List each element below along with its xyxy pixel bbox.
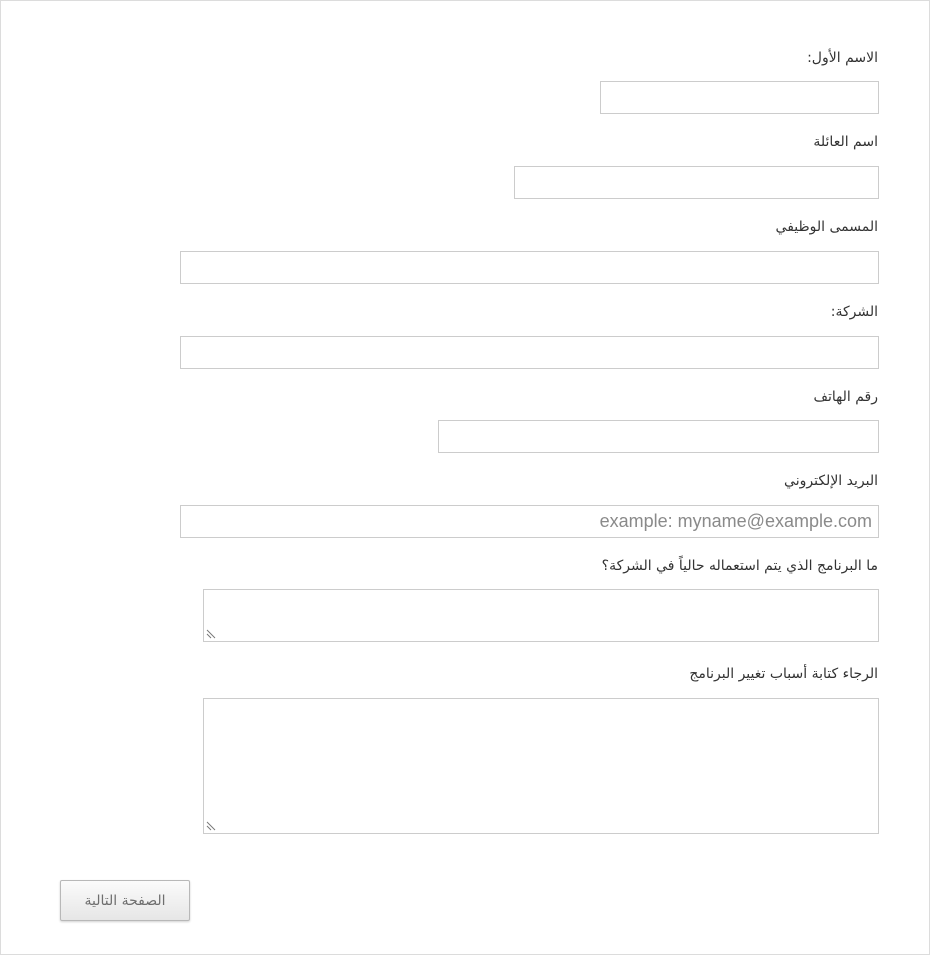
company-label: الشركة: (830, 304, 878, 320)
current-software-textarea[interactable] (203, 589, 879, 642)
phone-input[interactable] (438, 420, 879, 453)
resize-grip-icon[interactable] (206, 821, 216, 831)
email-label: البريد الإلكتروني (784, 473, 878, 489)
job-title-label: المسمى الوظيفي (775, 219, 878, 235)
change-reasons-label: الرجاء كتابة أسباب تغيير البرنامج (689, 666, 878, 682)
change-reasons-textarea[interactable] (203, 698, 879, 834)
last-name-label: اسم العائلة (813, 134, 878, 150)
job-title-input[interactable] (180, 251, 879, 284)
current-software-label: ما البرنامج الذي يتم استعماله حالياً في الشركة؟ (601, 558, 878, 574)
next-page-button[interactable]: الصفحة التالية (60, 880, 190, 921)
first-name-input[interactable] (600, 81, 879, 114)
last-name-input[interactable] (514, 166, 879, 199)
phone-label: رقم الهاتف (813, 389, 878, 405)
resize-grip-icon[interactable] (206, 629, 216, 639)
company-input[interactable] (180, 336, 879, 369)
email-input[interactable] (180, 505, 879, 538)
first-name-label: الاسم الأول: (807, 50, 878, 66)
